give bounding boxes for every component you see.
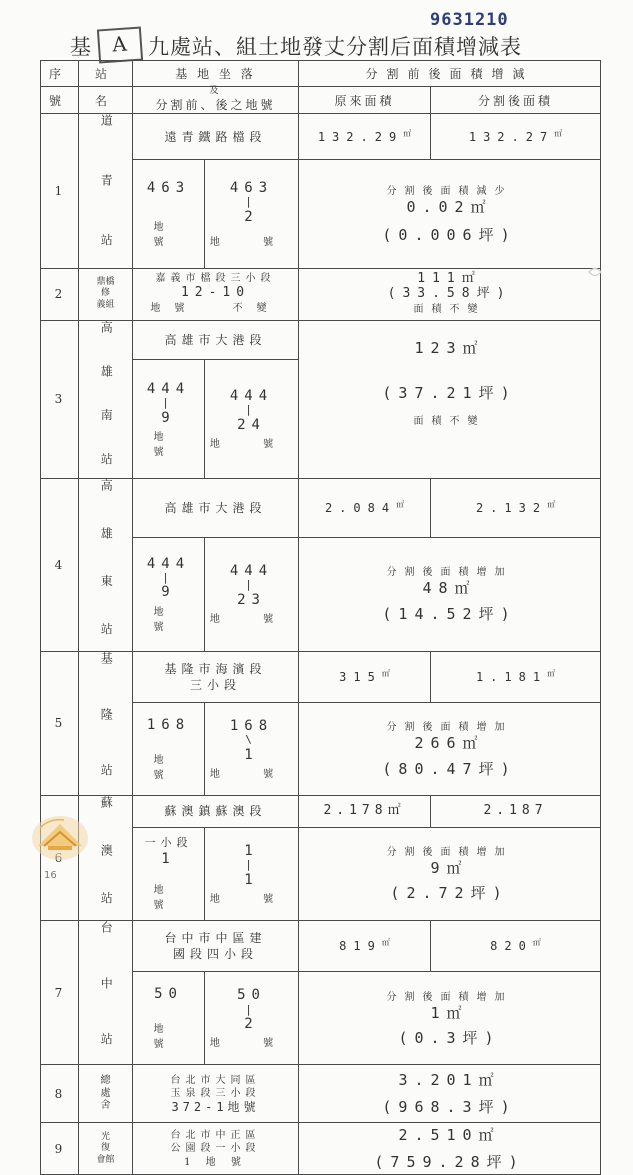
- station-name: 道 青 站: [79, 114, 133, 269]
- header-station: 站: [79, 61, 133, 87]
- table-row: [41, 268, 601, 320]
- row-index: 3: [41, 320, 79, 478]
- lot-before: 444 | 9 地 號: [133, 537, 205, 651]
- header-after-area: 分割後面積: [431, 87, 601, 114]
- area-summary: 123㎡ (37.21坪) 面積不變: [299, 320, 601, 478]
- row-index: 9: [41, 1123, 79, 1175]
- station-name: 鼎橋 修 義組: [79, 268, 133, 320]
- title-box-stamp: A: [97, 27, 143, 64]
- station-name: 光 復 會館: [79, 1123, 133, 1175]
- station-name: 總 處 舍: [79, 1065, 133, 1123]
- row-index: 1: [41, 114, 79, 269]
- area-change-note: 分割後面積增加 266㎡ (80.47坪): [299, 703, 601, 796]
- lot-after: 444 | 23 地 號: [205, 537, 299, 651]
- land-location: 基隆市海濱段 三小段: [133, 651, 299, 703]
- land-location: 嘉義市檔段三小段 12-10 地號 不變: [133, 268, 299, 320]
- land-location: 台北市中正區 公園段一小段 1 地 號: [133, 1123, 299, 1175]
- title-text: 九處站、組土地發丈分割后面積增減表: [148, 35, 522, 59]
- lot-before: 444 | 9 地 號: [133, 360, 205, 479]
- station-name: 蘇 澳 站: [79, 796, 133, 921]
- row-index: 4: [41, 479, 79, 651]
- area-summary: 111㎡ (33.58坪) 面積不變: [299, 268, 601, 320]
- area-change-table: [40, 60, 601, 1175]
- area-change-note: 分割後面積增加 9㎡ (2.72坪): [299, 827, 601, 920]
- header-lot-location: 基 地 坐 落: [133, 61, 299, 87]
- header-lot-sub: 分割前、後之地號: [155, 98, 276, 112]
- header-station-2: 名: [79, 87, 133, 114]
- table-row: [41, 1123, 601, 1175]
- area-before: 2.084㎡: [299, 479, 431, 538]
- lot-after: 463 | 2 地 號: [205, 160, 299, 268]
- area-before: 2.178㎡: [299, 796, 431, 828]
- land-location: 台北市大同區 玉泉段三小段 372-1地號: [133, 1065, 299, 1123]
- area-after: 1.181㎡: [431, 651, 601, 703]
- header-area-change: 分割前後面積增減: [299, 61, 601, 87]
- title-prefix: 基: [70, 35, 92, 59]
- header-row-bottom: [41, 87, 601, 114]
- table-row: [41, 479, 601, 538]
- table-row: [41, 651, 601, 703]
- row-index: 2: [41, 268, 79, 320]
- lot-before: 463 地 號: [133, 160, 205, 268]
- header-seq-2: 號: [41, 87, 79, 114]
- area-change-note: 分割後面積減少 0.02㎡ (0.006坪): [299, 160, 601, 268]
- table-row: [41, 1065, 601, 1123]
- area-before: 132.29㎡: [299, 114, 431, 160]
- document-number: 9631210: [430, 10, 509, 30]
- punch-hole-icon: [585, 262, 605, 282]
- row-index: 7: [41, 920, 79, 1065]
- station-name: 高 雄 東 站: [79, 479, 133, 651]
- area-summary: 3.201㎡ (968.3坪): [299, 1065, 601, 1123]
- table-row: [41, 796, 601, 828]
- lot-after: 444 | 24 地 號: [205, 360, 299, 479]
- header-row-top: [41, 61, 601, 87]
- header-seq: 序: [41, 61, 79, 87]
- land-location: 高雄市大港段: [133, 320, 299, 360]
- page-mark: 16: [44, 870, 57, 881]
- area-after: 820㎡: [431, 920, 601, 972]
- table-row: [41, 114, 601, 160]
- station-name: 台 中 站: [79, 920, 133, 1065]
- area-before: 819㎡: [299, 920, 431, 972]
- station-name: 基 隆 站: [79, 651, 133, 796]
- lot-after: 1 | 1 地 號: [205, 827, 299, 920]
- table-row: [41, 320, 601, 360]
- row-index: 5: [41, 651, 79, 796]
- lot-before: 168 地 號: [133, 703, 205, 796]
- header-lot-before-after: [133, 87, 299, 114]
- area-after: 132.27㎡: [431, 114, 601, 160]
- land-location: 蘇澳鎮蘇澳段: [133, 796, 299, 828]
- archive-logo-icon: [30, 812, 90, 862]
- row-index: 8: [41, 1065, 79, 1123]
- land-location: 遠青鐵路檔段: [133, 114, 299, 160]
- lot-after: 168 \ 1 地 號: [205, 703, 299, 796]
- area-after: 2.132㎡: [431, 479, 601, 538]
- lot-before: 50 地 號: [133, 972, 205, 1065]
- lot-before: 一小段 1 地 號: [133, 827, 205, 920]
- area-before: 315㎡: [299, 651, 431, 703]
- area-summary: 2.510㎡ (759.28坪): [299, 1123, 601, 1175]
- header-original-area: 原來面積: [299, 87, 431, 114]
- station-name: 高 雄 南 站: [79, 320, 133, 478]
- table-row: [41, 920, 601, 972]
- land-location: 台中市中區建 國段四小段: [133, 920, 299, 972]
- header-lot-and: 及: [209, 86, 222, 96]
- lot-after: 50 | 2 地 號: [205, 972, 299, 1065]
- area-change-note: 分割後面積增加 48㎡ (14.52坪): [299, 537, 601, 651]
- area-change-note: 分割後面積增加 1㎡ (0.3坪): [299, 972, 601, 1065]
- area-after: 2.187: [431, 796, 601, 828]
- land-location: 高雄市大港段: [133, 479, 299, 538]
